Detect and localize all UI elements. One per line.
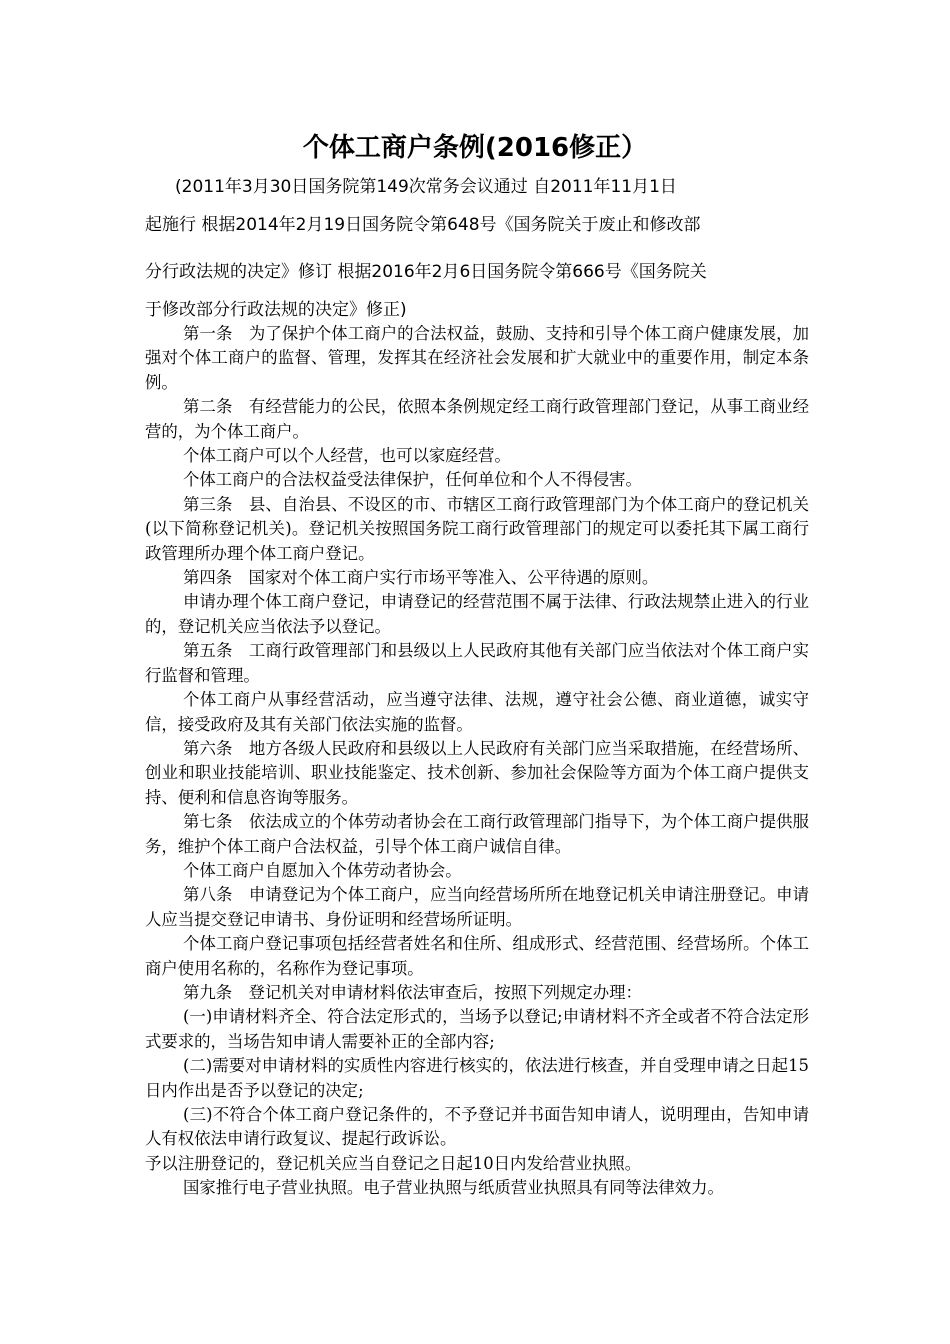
article-paragraph: 个体工商户的合法权益受法律保护，任何单位和个人不得侵害。 <box>183 470 642 490</box>
article-paragraph: 第九条 登记机关对申请材料依法审查后，按照下列规定办理： <box>183 982 642 1002</box>
article-paragraph: 第一条 为了保护个体工商户的合法权益，鼓励、支持和引导个体工商户健康发展，加强对个体工商户的监督、管理，发挥其在经济社会发展和扩大就业中的重要作用，制定本条例。 <box>145 324 809 392</box>
article-paragraph: 予以注册登记的，登记机关应当自登记之日起10日内发给营业执照。 <box>145 1153 642 1173</box>
article-paragraph: 第三条 县、自治县、不设区的市、市辖区工商行政管理部门为个体工商户的登记机关(以下简称登记机关)。登记机关按照国务院工商行政管理部门的规定可以委托其下属工商行政管理所办理个体工商户登记。 <box>145 494 809 563</box>
article-paragraph: 第五条 工商行政管理部门和县级以上人民政府其他有关部门应当依法对个体工商户实行监督和管理。 <box>145 641 809 685</box>
article-paragraph: 申请办理个体工商户登记，申请登记的经营范围不属于法律、行政法规禁止进入的行业的，登记机关应当依法予以登记。 <box>145 592 809 636</box>
list-item-paragraph: (三)不符合个体工商户登记条件的，不予登记并书面告知申请人，说明理由，告知申请人有权依法申请行政复议、提起行政诉讼。 <box>145 1105 809 1149</box>
article-paragraph: 个体工商户登记事项包括经营者姓名和住所、组成形式、经营范围、经营场所。个体工商户使用名称的，名称作为登记事项。 <box>145 934 809 978</box>
article-paragraph: 个体工商户自愿加入个体劳动者协会。 <box>183 860 462 880</box>
subtitle-line: 于修改部分行政法规的决定》修正) <box>145 300 407 320</box>
article-paragraph: 第八条 申请登记为个体工商户，应当向经营场所所在地登记机关申请注册登记。申请人应当提交登记申请书、身份证明和经营场所证明。 <box>145 885 809 929</box>
article-paragraph: 第六条 地方各级人民政府和县级以上人民政府有关部门应当采取措施，在经营场所、创业和职业技能培训、职业技能鉴定、技术创新、参加社会保险等方面为个体工商户提供支持、便利和信息咨询等服务。 <box>145 738 809 807</box>
article-paragraph: 第七条 依法成立的个体劳动者协会在工商行政管理部门指导下，为个体工商户提供服务，维护个体工商户合法权益，引导个体工商户诚信自律。 <box>145 812 809 856</box>
document-body <box>145 322 809 1201</box>
article-paragraph: 第二条 有经营能力的公民，依照本条例规定经工商行政管理部门登记，从事工商业经营的，为个体工商户。 <box>145 397 809 441</box>
subtitle-line: 起施行 根据2014年2月19日国务院令第648号《国务院关于废止和修改部 <box>145 215 701 235</box>
article-paragraph: 个体工商户可以个人经营，也可以家庭经营。 <box>183 446 511 466</box>
article-paragraph: 个体工商户从事经营活动，应当遵守法律、法规，遵守社会公德、商业道德，诚实守信，接受政府及其有关部门依法实施的监督。 <box>145 690 809 734</box>
list-item-paragraph: (二)需要对申请材料的实质性内容进行核实的，依法进行核查，并自受理申请之日起15日内作出是否予以登记的决定; <box>145 1056 809 1100</box>
article-paragraph: 国家推行电子营业执照。电子营业执照与纸质营业执照具有同等法律效力。 <box>183 1178 724 1198</box>
subtitle-line: (2011年3月30日国务院第149次常务会议通过 自2011年11月1日 <box>175 177 677 197</box>
article-paragraph: 第四条 国家对个体工商户实行市场平等准入、公平待遇的原则。 <box>183 568 659 588</box>
document-title: 个体工商户条例(2016修正） <box>302 133 648 163</box>
subtitle-line: 分行政法规的决定》修订 根据2016年2月6日国务院令第666号《国务院关 <box>145 262 707 282</box>
list-item-paragraph: (一)申请材料齐全、符合法定形式的，当场予以登记;申请材料不齐全或者不符合法定形式要求的，当场告知申请人需要补正的全部内容; <box>145 1007 809 1051</box>
